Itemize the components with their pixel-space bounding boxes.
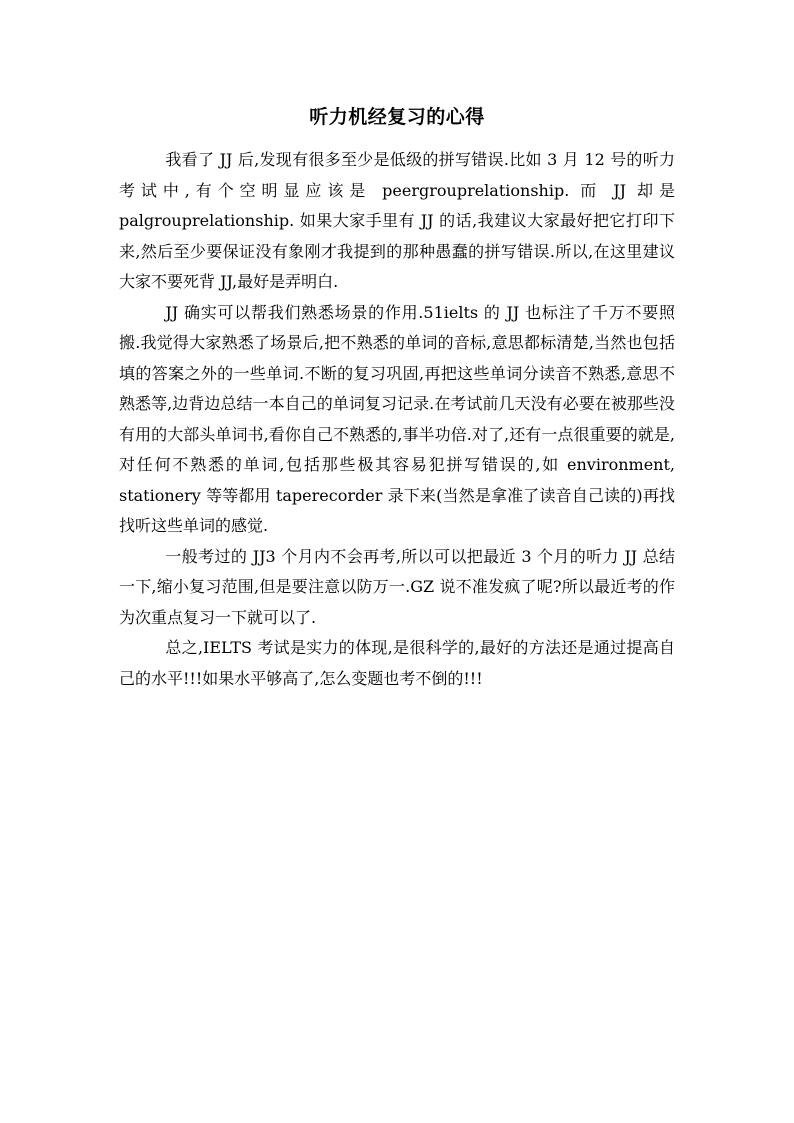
paragraph: JJ 确实可以帮我们熟悉场景的作用.51ielts 的 JJ 也标注了千万不要照搬.我觉得大家熟悉了场景后,把不熟悉的单词的音标,意思都标清楚,当然也包括填的答案之外的一些单词.不断的复习巩固,再把这些单词分读音不熟悉,意思不熟悉等,边背边总结一本自己的单词复习记录.在考试前几天没有必要在被那些没有用的大部头单词书,看你自己不熟悉的,事半功倍.对了,还有一点很重要的就是,对任何不熟悉的单词,包括那些极其容易犯拼写错误的,如 environment, stationery 等等都用 taperecorder 录下来(当然是拿准了读音自己读的)再找找听这些单词的感觉. xyxy=(119,302,675,535)
paragraph: 我看了 JJ 后,发现有很多至少是低级的拼写错误.比如 3 月 12 号的听力考试中,有个空明显应该是 peergrouprelationship. 而 JJ 却是 palgrouprelationship. 如果大家手里有 JJ 的话,我建议大家最好把它打印下来,然后至少要保证没有象刚才我提到的那种愚蠢的拼写错误.所以,在这里建议大家不要死背 JJ,最好是弄明白. xyxy=(119,150,675,291)
paragraph: 总之,IELTS 考试是实力的体现,是很科学的,最好的方法还是通过提高自己的水平!!!如果水平够高了,怎么变题也考不倒的!!! xyxy=(119,638,675,688)
paragraph: 一般考过的 JJ3 个月内不会再考,所以可以把最近 3 个月的听力 JJ 总结一下,缩小复习范围,但是要注意以防万一.GZ 说不准发疯了呢?所以最近考的作为次重点复习一下就可以了. xyxy=(119,546,675,627)
document-body xyxy=(119,145,675,694)
document-title: 听力机经复习的心得 xyxy=(309,106,485,128)
